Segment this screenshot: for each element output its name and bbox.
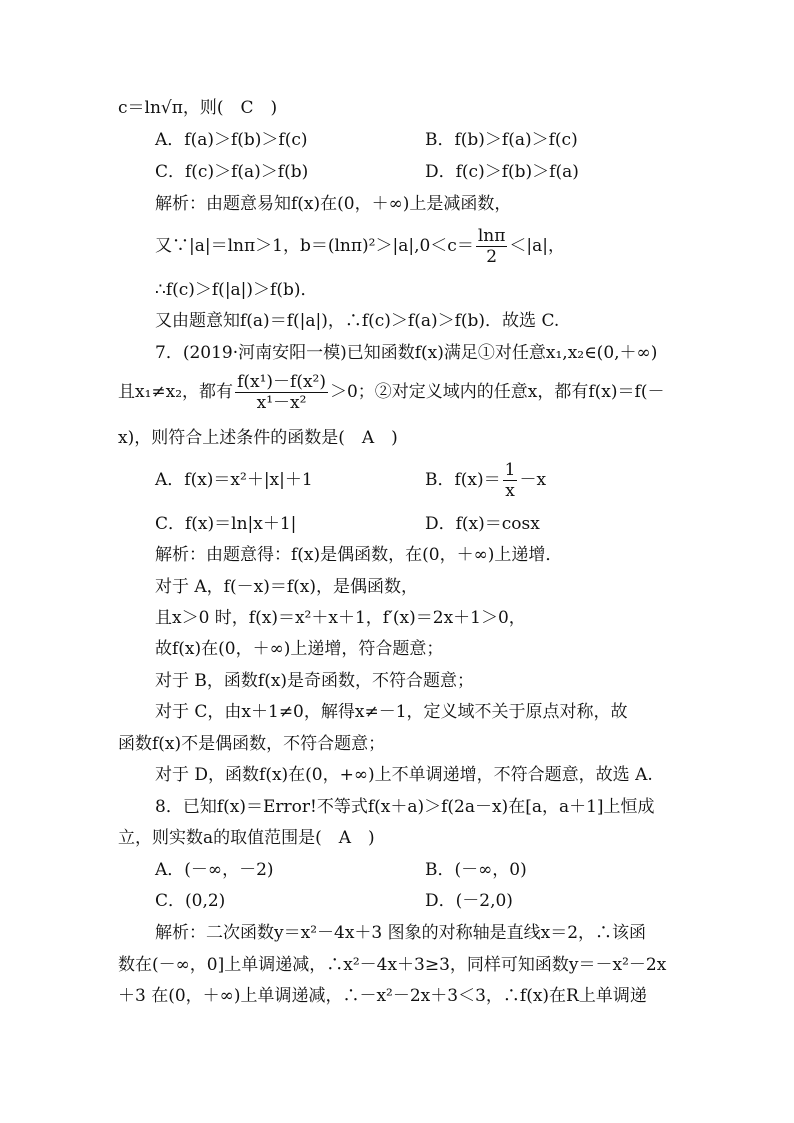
text: ＋3 在(0，＋∞)上单调递减，∴－x²－2x＋3＜3，∴f(x)在R上单调递	[118, 986, 647, 1006]
text-line	[155, 921, 646, 945]
text: 且x＞0 时，f(x)＝x²＋x＋1，f′(x)＝2x＋1＞0，	[155, 608, 526, 628]
text-line	[155, 278, 317, 302]
text-line	[155, 575, 418, 599]
text: 对于 B，函数f(x)是奇函数，不符合题意；	[155, 671, 475, 691]
option-c: C．f(c)＞f(a)＞f(b)	[155, 162, 309, 182]
options-row	[155, 512, 715, 536]
text-line	[118, 984, 647, 1008]
option-a: A．f(a)＞f(b)＞f(c)	[155, 130, 308, 150]
text-line	[155, 669, 474, 693]
options-row	[155, 456, 715, 504]
fraction	[503, 460, 518, 501]
options-row	[155, 858, 715, 882]
text: ＜|a|，	[509, 236, 565, 256]
fraction-denominator: x	[505, 481, 515, 501]
text-line	[118, 732, 385, 756]
question-line	[155, 795, 655, 819]
text: 数在(－∞，0]上单调递减，∴x²－4x＋3≥3，同样可知函数y＝－x²－2x	[118, 955, 667, 975]
text: 解析：二次函数y＝x²－4x＋3 图象的对称轴是直线x＝2，∴该函	[155, 923, 647, 943]
text: 又由题意知f(a)＝f(|a|)，∴f(c)＞f(a)＞f(b)．故选 C.	[155, 311, 560, 331]
text-line	[155, 309, 559, 333]
text-line	[118, 368, 664, 416]
fraction	[476, 226, 508, 267]
question-text: 8．已知f(x)＝Error!不等式f(x＋a)＞f(2a－x)在[a，a＋1]上恒成	[155, 797, 655, 817]
option-b: B．f(b)＞f(a)＞f(c)	[425, 130, 578, 150]
option-d: D．(－2,0)	[425, 891, 513, 911]
text: ＞0；②对定义域内的任意x，都有f(x)＝f(－	[329, 382, 665, 402]
options-row	[155, 889, 715, 913]
option-c: C．f(x)＝ln|x＋1|	[155, 514, 297, 534]
text: 对于 C，由x＋1≠0，解得x≠－1，定义域不关于原点对称，故	[155, 702, 628, 722]
text-line	[155, 763, 653, 787]
text-line	[155, 606, 526, 630]
question-line	[155, 341, 657, 365]
text-line	[155, 543, 562, 567]
option-a: A．f(x)＝x²＋|x|＋1	[155, 470, 313, 490]
fraction-denominator: 2	[486, 247, 498, 267]
text-line	[118, 953, 666, 977]
fraction-denominator: x¹－x²	[256, 393, 307, 413]
text-line	[155, 637, 443, 661]
fraction	[235, 372, 328, 413]
text: x)，则符合上述条件的函数是( A )	[118, 428, 398, 448]
text: 且x₁≠x₂，都有	[118, 382, 234, 402]
text-line	[155, 222, 565, 270]
text-line	[118, 426, 398, 450]
text: 又∵|a|＝lnπ＞1，b＝(lnπ)²＞|a|,0＜c＝	[155, 236, 474, 256]
text: 函数f(x)不是偶函数，不符合题意；	[118, 734, 386, 754]
text: 立，则实数a的取值范围是( A )	[118, 828, 375, 848]
option-b	[425, 456, 546, 504]
text: 对于 A，f(－x)＝f(x)，是偶函数，	[155, 577, 418, 597]
fraction-numerator: lnπ	[477, 226, 506, 246]
text-line	[155, 700, 628, 724]
text: －x	[519, 470, 547, 490]
text-line	[118, 96, 277, 120]
option-a: A．(－∞，－2)	[155, 860, 274, 880]
text: ∴f(c)＞f(|a|)＞f(b)．	[155, 280, 318, 300]
option-c: C．(0,2)	[155, 891, 226, 911]
text: B．f(x)＝	[425, 470, 501, 490]
fraction-numerator: f(x¹)－f(x²)	[237, 372, 326, 392]
question-text: 7．(2019·河南安阳一模)已知函数f(x)满足①对任意x₁,x₂∈(0,＋∞)	[155, 343, 658, 363]
text-line	[155, 192, 511, 216]
option-b: B．(－∞，0)	[425, 860, 527, 880]
text-line	[118, 826, 375, 850]
text: 解析：由题意得：f(x)是偶函数，在(0，＋∞)上递增．	[155, 545, 563, 565]
text: 解析：由题意易知f(x)在(0，＋∞)上是减函数，	[155, 194, 512, 214]
fraction-numerator: 1	[504, 460, 516, 480]
text: 对于 D，函数f(x)在(0，+∞)上不单调递增，不符合题意，故选 A.	[155, 765, 653, 785]
options-row	[155, 160, 715, 184]
text: 故f(x)在(0，＋∞)上递增，符合题意；	[155, 639, 444, 659]
option-d: D．f(x)＝cosx	[425, 514, 540, 534]
options-row	[155, 128, 715, 152]
option-d: D．f(c)＞f(b)＞f(a)	[425, 162, 579, 182]
text: c＝ln√π，则( C )	[118, 98, 278, 118]
